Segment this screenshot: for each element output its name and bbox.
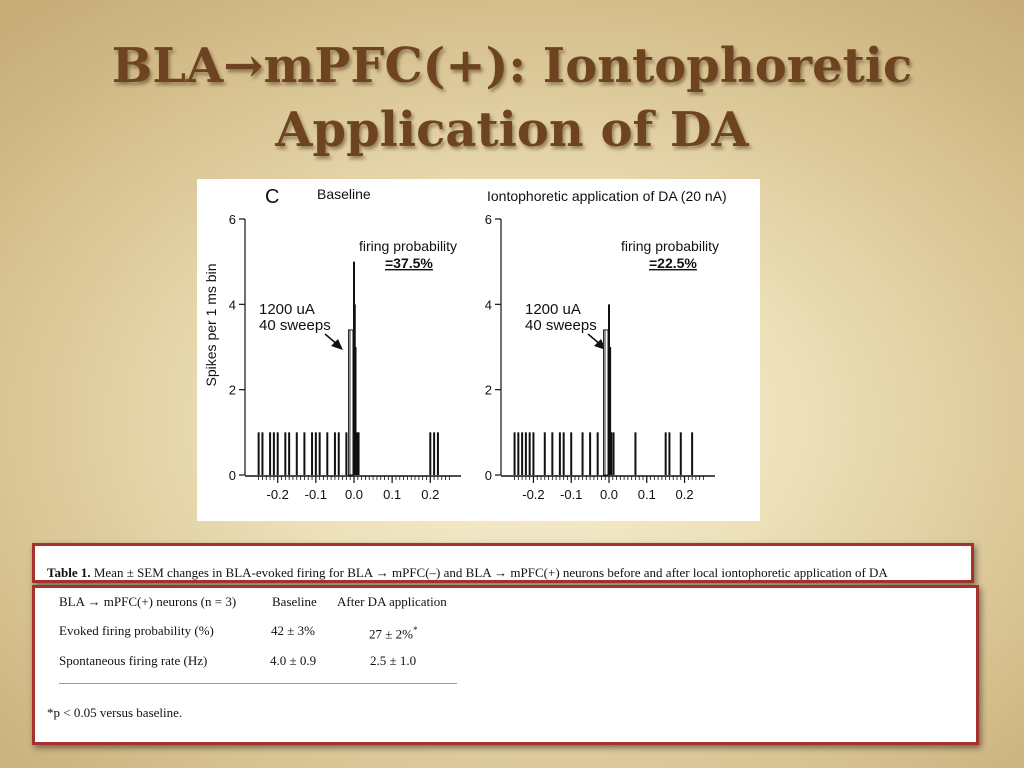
left-histogram-bar — [350, 330, 353, 475]
left-panel-title: Baseline — [317, 186, 371, 202]
table-header-baseline: Baseline — [272, 594, 317, 609]
table-row-label: Spontaneous firing rate (Hz) — [59, 653, 208, 668]
right-x-tick-label: -0.1 — [560, 487, 583, 502]
right-x-tick-label: -0.2 — [522, 487, 545, 502]
left-firing-prob-value: =37.5% — [385, 255, 433, 271]
left-y-tick-label: 6 — [228, 212, 236, 227]
right-x-tick-label: 0.1 — [637, 487, 656, 502]
slide-title-line2: Application of DA — [275, 102, 749, 158]
right-x-tick-label: 0.2 — [675, 487, 694, 502]
right-x-tick-label: 0.0 — [599, 487, 619, 502]
table-bottom-rule — [59, 683, 457, 684]
right-y-tick-label: 4 — [484, 297, 492, 313]
left-x-tick-label: 0.1 — [383, 487, 402, 502]
table-row-baseline: 42 ± 3% — [271, 623, 315, 638]
table-caption-bold: Table 1. — [47, 565, 91, 580]
right-y-tick-label: 2 — [484, 382, 492, 398]
slide-title-line1: BLA→mPFC(+): Iontophoretic — [111, 38, 913, 94]
histogram-figure — [197, 179, 760, 521]
significance-mark: * — [412, 625, 418, 635]
table-caption-text: Mean ± SEM changes in BLA-evoked firing for BLA → mPFC(–) and BLA → mPFC(+) neurons before and after local iontophoretic application of DA — [90, 565, 888, 580]
left-stim-line2: 40 sweeps — [259, 317, 331, 334]
table-row-after — [369, 625, 417, 642]
table-row-label: Evoked firing probability (%) — [59, 623, 214, 638]
left-firing-prob-label: firing probability — [359, 238, 458, 254]
table-header-group: BLA → mPFC(+) neurons (n = 3) — [59, 594, 237, 609]
results-table — [32, 585, 979, 745]
left-x-tick-label: -0.2 — [266, 487, 289, 502]
panel-letter: C — [265, 186, 280, 208]
left-stim-line1: 1200 uA — [259, 301, 315, 318]
left-arrow-icon — [325, 334, 343, 350]
left-x-tick-label: 0.2 — [421, 487, 440, 502]
table-footnote: *p < 0.05 versus baseline. — [47, 705, 183, 720]
left-x-tick-label: -0.1 — [304, 487, 328, 502]
right-y-tick-label: 0 — [484, 468, 492, 483]
slide-title — [0, 34, 1024, 162]
right-stim-line2: 40 sweeps — [525, 317, 597, 334]
right-panel-title: Iontophoretic application of DA (20 nA) — [487, 188, 727, 204]
left-y-tick-label: 2 — [228, 382, 236, 398]
left-y-tick-label: 4 — [228, 297, 236, 313]
right-y-tick-label: 6 — [484, 212, 492, 227]
table-header-after: After DA application — [337, 594, 447, 609]
table-row-after: 2.5 ± 1.0 — [370, 653, 417, 668]
table-caption — [32, 543, 974, 583]
table-row-after-value: 27 ± 2% — [369, 626, 413, 642]
histogram-svg — [197, 179, 760, 521]
right-stim-line1: 1200 uA — [525, 301, 581, 318]
left-x-tick-label: 0.0 — [344, 487, 364, 502]
right-firing-prob-value: =22.5% — [649, 255, 697, 271]
table-row-baseline: 4.0 ± 0.9 — [270, 653, 317, 668]
right-histogram-bar — [605, 330, 608, 475]
right-firing-prob-label: firing probability — [621, 238, 720, 254]
y-axis-label: Spikes per 1 ms bin — [203, 263, 219, 387]
left-y-tick-label: 0 — [228, 468, 236, 483]
